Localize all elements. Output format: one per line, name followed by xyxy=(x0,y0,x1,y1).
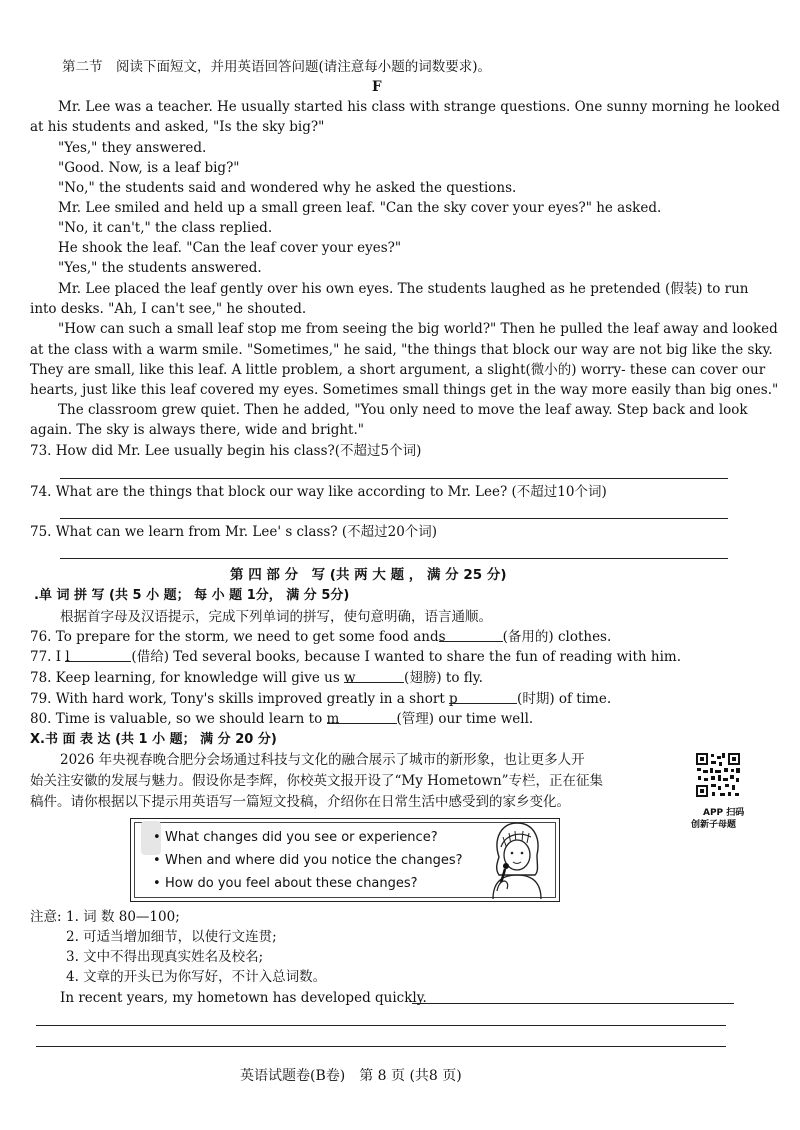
qr-caption: 创新子母题 xyxy=(691,820,737,830)
hint-item: • What changes did you see or experience? xyxy=(153,830,438,845)
spelling-item-80: 80. Time is valuable, so we should learn to m (管理) our time well. xyxy=(30,711,534,727)
passage-line: into desks. "Ah, I can't see," he shouted. xyxy=(30,301,307,317)
passage-line: They are small, like this leaf. A little problem, a short argument, a slight(微小的) worry- these can cover our xyxy=(30,362,766,378)
passage-line: "No," the students said and wondered why he asked the questions. xyxy=(58,180,517,196)
passage-line: He shook the leaf. "Can the leaf cover your eyes?" xyxy=(58,240,402,256)
writing-hints-box xyxy=(130,818,560,902)
passage-line: Mr. Lee placed the leaf gently over his own eyes. The students laughed as he pretended (假装) to run xyxy=(58,281,749,297)
question-74: 74. What are the things that block our way like according to Mr. Lee? (不超过10个词) xyxy=(30,484,607,500)
essay-start: In recent years, my hometown has developed quickly. xyxy=(60,990,427,1006)
writing-prompt-line: 2026 年央视春晚合肥分会场通过科技与文化的融合展示了城市的新形象，也让更多人开 xyxy=(60,752,585,768)
note-item: 2. 可适当增加细节，以使行文连贯; xyxy=(66,929,277,945)
qr-caption: APP 扫码 xyxy=(703,808,745,818)
note-item: 4. 文章的开头已为你写好，不计入总词数。 xyxy=(66,969,327,985)
answer-line-75[interactable] xyxy=(60,558,728,559)
passage-line: Mr. Lee smiled and held up a small green leaf. "Can the sky cover your eyes?" he asked. xyxy=(58,200,662,216)
qr-code-icon[interactable] xyxy=(695,752,741,798)
answer-line-73[interactable] xyxy=(60,478,728,479)
essay-line[interactable] xyxy=(412,1003,734,1004)
blank-80[interactable]: m xyxy=(327,709,397,724)
essay-line[interactable] xyxy=(36,1046,726,1047)
passage-line: "Yes," the students answered. xyxy=(58,260,262,276)
essay-line[interactable] xyxy=(36,1025,726,1026)
passage-line: Mr. Lee was a teacher. He usually started his class with strange questions. One sunny morning he looked xyxy=(58,99,780,115)
question-75: 75. What can we learn from Mr. Lee' s class? (不超过20个词) xyxy=(30,524,438,540)
girl-with-microphone-illustration xyxy=(479,819,553,899)
hint-item: • When and where did you notice the changes? xyxy=(153,853,463,868)
passage-line: at his students and asked, "Is the sky big?" xyxy=(30,119,325,135)
note-item: 1. 词 数 80—100; xyxy=(66,909,180,925)
passage-line: "Good. Now, is a leaf big?" xyxy=(58,160,240,176)
spelling-instruction: 根据首字母及汉语提示，完成下列单词的拼写，使句意明确，语言通顺。 xyxy=(60,609,492,625)
passage-line: hearts, just like this leaf covered my eyes. Sometimes small things get in the way more easily than big ones." xyxy=(30,382,779,398)
section-header: 第二节 阅读下面短文，并用英语回答问题(请注意每小题的词数要求)。 xyxy=(62,59,492,75)
question-73: 73. How did Mr. Lee usually begin his class?(不超过5个词) xyxy=(30,443,422,459)
answer-line-74[interactable] xyxy=(60,518,728,519)
writing-prompt-line: 稿件。请你根据以下提示用英语写一篇短文投稿，介绍你在日常生活中感受到的家乡变化。 xyxy=(30,794,570,810)
notes-label: 注意: xyxy=(30,909,62,925)
blank-78[interactable]: w xyxy=(344,668,404,683)
passage-line: again. The sky is always there, wide and bright." xyxy=(30,422,364,438)
page-footer: 英语试题卷(B卷) 第 8 页 (共8 页) xyxy=(240,1068,462,1084)
part4-title: 第 四 部 分 写 (共 两 大 题 ， 满 分 25 分) xyxy=(230,567,507,583)
spelling-item-77: 77. I l (借给) Ted several books, because I wanted to share the fun of reading with him. xyxy=(30,649,681,665)
writing-prompt-line: 始关注安徽的发展与魅力。假设你是李辉，你校英文报开设了“My Hometown”专栏，正在征集 xyxy=(30,773,604,789)
passage-line: "Yes," they answered. xyxy=(58,140,207,156)
blank-77[interactable]: l xyxy=(65,647,131,662)
spelling-title: .单 词 拼 写 (共 5 小 题； 每 小 题 1分， 满 分 5分) xyxy=(34,588,350,603)
passage-line: "No, it can't," the class replied. xyxy=(58,220,273,236)
spelling-item-79: 79. With hard work, Tony's skills improved greatly in a short p (时期) of time. xyxy=(30,691,612,707)
blank-79[interactable]: p xyxy=(449,689,517,704)
blank-76[interactable]: s xyxy=(439,627,503,642)
hint-item: • How do you feel about these changes? xyxy=(153,876,418,891)
spelling-item-78: 78. Keep learning, for knowledge will give us w (翅膀) to fly. xyxy=(30,670,483,686)
passage-letter: F xyxy=(372,79,382,95)
note-item: 3. 文中不得出现真实姓名及校名; xyxy=(66,949,264,965)
passage-line: at the class with a warm smile. "Sometimes," he said, "the things that block our way are not big like the sky. xyxy=(30,342,773,358)
passage-line: "How can such a small leaf stop me from seeing the big world?" Then he pulled the leaf away and looked xyxy=(58,321,778,337)
passage-line: The classroom grew quiet. Then he added, "You only need to move the leaf away. Step back and look xyxy=(58,402,748,418)
writing-title: X.书 面 表 达 (共 1 小 题； 满 分 20 分) xyxy=(30,732,277,747)
spelling-item-76: 76. To prepare for the storm, we need to get some food ands (备用的) clothes. xyxy=(30,629,612,645)
